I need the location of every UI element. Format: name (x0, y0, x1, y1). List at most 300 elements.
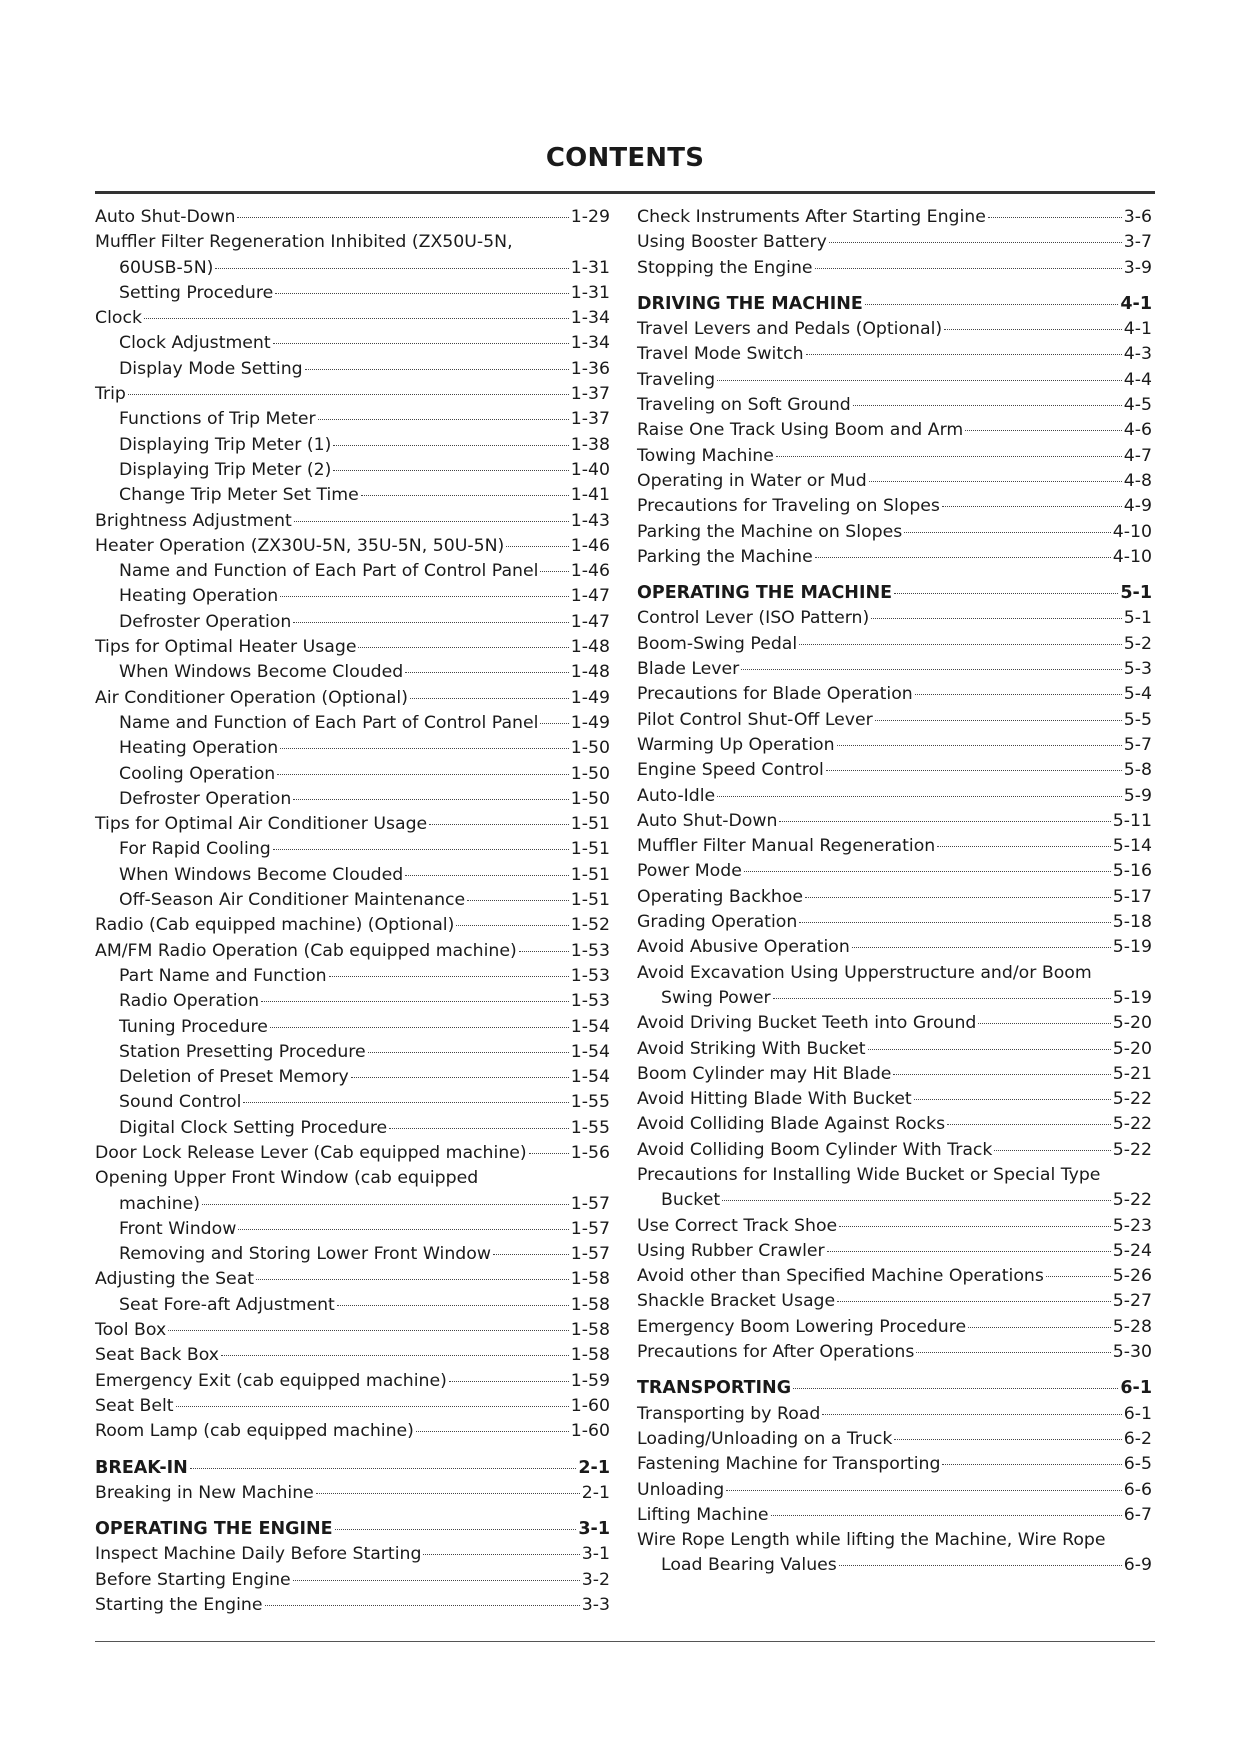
dot-leader (744, 871, 1111, 872)
toc-entry[interactable] (95, 584, 610, 609)
toc-entry-title: Warming Up Operation (637, 734, 835, 755)
toc-entry[interactable] (637, 1011, 1152, 1036)
toc-entry[interactable] (95, 534, 610, 559)
dot-leader (815, 557, 1111, 558)
toc-entry[interactable] (95, 1141, 610, 1166)
toc-entry-page: 1-51 (570, 890, 610, 911)
dot-leader (937, 846, 1111, 847)
toc-entry[interactable] (637, 758, 1152, 783)
toc-entry[interactable] (637, 444, 1152, 469)
toc-section-heading[interactable] (637, 292, 1152, 317)
toc-entry-page: 5-22 (1112, 1114, 1152, 1135)
toc-entry[interactable] (95, 686, 610, 711)
page-title: CONTENTS (545, 143, 705, 173)
dot-leader (275, 293, 569, 294)
dot-leader (273, 343, 569, 344)
toc-entry[interactable] (637, 205, 1152, 230)
toc-section-heading[interactable] (95, 1517, 610, 1542)
toc-entry-title: Using Booster Battery (637, 232, 827, 253)
toc-entry[interactable] (95, 837, 610, 862)
toc-entry-title: Operating Backhoe (637, 886, 804, 907)
toc-entry-title: Blade Lever (637, 659, 740, 680)
toc-entry-title: Precautions for After Operations (637, 1342, 915, 1363)
toc-entry[interactable] (95, 256, 610, 281)
toc-entry-page: 1-37 (570, 409, 610, 430)
toc-entry-page: 1-53 (570, 991, 610, 1012)
toc-entry-page: 1-38 (570, 434, 610, 455)
toc-entry-title: Check Instruments After Starting Engine (637, 207, 986, 227)
toc-entry[interactable] (637, 910, 1152, 935)
toc-entry-title: Setting Procedure (119, 282, 274, 303)
toc-entry[interactable] (637, 1062, 1152, 1087)
dot-leader (238, 1229, 568, 1230)
toc-entry-title: Use Correct Track Shoe (637, 1215, 838, 1236)
dot-leader (968, 1327, 1111, 1328)
toc-entry-page: 5-19 (1112, 937, 1152, 958)
toc-entry[interactable] (637, 606, 1152, 631)
toc-entry[interactable] (95, 1481, 610, 1506)
toc-entry[interactable] (637, 859, 1152, 884)
toc-entry-page: 6-6 (1123, 1479, 1152, 1500)
toc-entry-title: Digital Clock Setting Procedure (119, 1117, 388, 1138)
toc-entry-page: 4-3 (1123, 344, 1152, 365)
toc-entry-page: 5-8 (1123, 760, 1152, 781)
toc-entry-page: 5-2 (1123, 633, 1152, 654)
toc-entry-page: 1-49 (570, 687, 610, 708)
dot-leader (265, 1605, 580, 1606)
toc-entry[interactable] (637, 1138, 1152, 1163)
toc-entry[interactable] (95, 407, 610, 432)
dot-leader (293, 622, 568, 623)
toc-entry-title: Control Lever (ISO Pattern) (637, 608, 870, 629)
toc-entry[interactable] (637, 368, 1152, 393)
toc-entry[interactable] (637, 469, 1152, 494)
toc-entry[interactable] (637, 657, 1152, 682)
toc-entry-title: Defroster Operation (119, 788, 292, 809)
toc-entry-title: Name and Function of Each Part of Control Panel (119, 561, 539, 582)
toc-entry[interactable] (637, 418, 1152, 443)
toc-entry-title: Parking the Machine (637, 546, 813, 567)
toc-entry[interactable] (95, 1369, 610, 1394)
toc-entry-title: Avoid Colliding Boom Cylinder With Track (637, 1139, 993, 1160)
toc-entry[interactable] (637, 1528, 1152, 1553)
toc-entry-title: Seat Back Box (95, 1345, 220, 1366)
toc-entry-title: Front Window (119, 1218, 237, 1239)
toc-entry[interactable] (637, 935, 1152, 960)
dot-leader (942, 506, 1122, 507)
toc-entry-title: OPERATING THE MACHINE (637, 583, 893, 604)
toc-entry-page: 1-55 (570, 1117, 610, 1138)
toc-entry-title: Transporting by Road (637, 1403, 821, 1424)
toc-entry[interactable] (95, 357, 610, 382)
toc-entry[interactable] (95, 1116, 610, 1141)
toc-entry[interactable] (637, 1087, 1152, 1112)
toc-entry[interactable] (95, 888, 610, 913)
toc-entry-page: 3-3 (581, 1595, 610, 1616)
toc-entry-page: 5-4 (1123, 684, 1152, 705)
dot-leader (333, 470, 568, 471)
toc-entry-page: 5-23 (1112, 1215, 1152, 1236)
toc-section-heading[interactable] (95, 1456, 610, 1481)
toc-entry-title: Clock Adjustment (119, 333, 271, 354)
toc-entry-page: 4-7 (1123, 445, 1152, 466)
toc-entry-title: Raise One Track Using Boom and Arm (637, 420, 964, 441)
toc-entry-title: Off-Season Air Conditioner Maintenance (119, 890, 466, 911)
dot-leader (994, 1150, 1110, 1151)
toc-entry[interactable] (637, 632, 1152, 657)
toc-entry-page: 4-5 (1123, 395, 1152, 416)
dot-leader (717, 380, 1122, 381)
toc-entry[interactable] (95, 736, 610, 761)
toc-entry[interactable] (95, 913, 610, 938)
toc-entry[interactable] (95, 1318, 610, 1343)
toc-entry-title: Breaking in New Machine (95, 1482, 314, 1503)
toc-entry-page: 5-20 (1112, 1013, 1152, 1034)
toc-entry[interactable] (95, 1065, 610, 1090)
toc-entry-title: Tips for Optimal Heater Usage (95, 637, 357, 658)
toc-entry[interactable] (637, 520, 1152, 545)
toc-entry[interactable] (637, 784, 1152, 809)
toc-entry[interactable] (637, 1315, 1152, 1340)
toc-entry[interactable] (95, 1090, 610, 1115)
dot-leader (429, 824, 569, 825)
toc-entry-title: Heating Operation (119, 586, 279, 607)
toc-entry[interactable] (95, 1593, 610, 1618)
toc-entry[interactable] (95, 1040, 610, 1065)
toc-entry-title: Load Bearing Values (661, 1555, 837, 1576)
dot-leader (529, 1153, 569, 1154)
toc-entry[interactable] (637, 809, 1152, 834)
dot-leader (237, 217, 568, 218)
toc-entry-title: Precautions for Installing Wide Bucket or Special Type (637, 1164, 1101, 1185)
toc-entry-page: 5-27 (1112, 1291, 1152, 1312)
dot-leader (944, 329, 1122, 330)
toc-entry-title: Stopping the Engine (637, 257, 813, 278)
toc-entry-title: Swing Power (661, 987, 771, 1008)
toc-entry-title: Precautions for Blade Operation (637, 684, 913, 705)
toc-entry-page: 1-40 (570, 459, 610, 480)
toc-entry-title: Tool Box (95, 1320, 167, 1341)
dot-leader (805, 897, 1111, 898)
dot-leader (771, 1515, 1122, 1516)
toc-entry-title: Sound Control (119, 1092, 242, 1113)
toc-entry[interactable] (637, 1239, 1152, 1264)
toc-entry-title: Heating Operation (119, 738, 279, 759)
dot-leader (806, 354, 1122, 355)
toc-entry-title: Clock (95, 308, 142, 329)
toc-entry-title: Radio (Cab equipped machine) (Optional) (95, 915, 455, 936)
toc-entry-page: 1-59 (570, 1370, 610, 1391)
toc-entry-page: 4-4 (1123, 369, 1152, 390)
toc-entry[interactable] (637, 1112, 1152, 1137)
dot-leader (865, 304, 1119, 305)
toc-entry-page: 6-7 (1123, 1504, 1152, 1525)
toc-entry[interactable] (95, 1192, 610, 1217)
dot-leader (829, 242, 1122, 243)
toc-entry[interactable] (637, 393, 1152, 418)
toc-entry[interactable] (637, 342, 1152, 367)
toc-entry[interactable] (95, 1166, 610, 1191)
toc-entry-page: 4-1 (1120, 293, 1152, 314)
toc-entry-title: Display Mode Setting (119, 358, 303, 379)
toc-entry-title: Bucket (661, 1190, 721, 1211)
toc-entry-page: 4-10 (1112, 546, 1152, 567)
toc-entry[interactable] (95, 1568, 610, 1593)
toc-entry-page: 1-37 (570, 384, 610, 405)
dot-leader (815, 268, 1122, 269)
toc-entry-title: Adjusting the Seat (95, 1269, 255, 1290)
toc-entry-title: Heater Operation (ZX30U-5N, 35U-5N, 50U-5N) (95, 535, 505, 556)
dot-leader (293, 1580, 580, 1581)
toc-entry[interactable] (637, 986, 1152, 1011)
toc-entry-title: Avoid Striking With Bucket (637, 1038, 866, 1059)
toc-entry-title: Deletion of Preset Memory (119, 1067, 349, 1088)
toc-entry[interactable] (637, 682, 1152, 707)
toc-entry-page: 1-60 (570, 1395, 610, 1416)
toc-entry[interactable] (637, 230, 1152, 255)
toc-entry[interactable] (95, 989, 610, 1014)
toc-entry[interactable] (95, 762, 610, 787)
dot-leader (333, 445, 568, 446)
toc-entry[interactable] (95, 1419, 610, 1444)
toc-entry[interactable] (95, 1242, 610, 1267)
dot-leader (853, 405, 1122, 406)
dot-leader (493, 1254, 569, 1255)
dot-leader (261, 1001, 569, 1002)
dot-leader (519, 951, 569, 952)
dot-leader (416, 1431, 569, 1432)
toc-entry[interactable] (95, 509, 610, 534)
toc-entry-title: Removing and Storing Lower Front Window (119, 1244, 491, 1265)
toc-entry[interactable] (95, 635, 610, 660)
toc-section-heading[interactable] (637, 1376, 1152, 1401)
toc-entry[interactable] (95, 863, 610, 888)
toc-entry-title: Tips for Optimal Air Conditioner Usage (95, 814, 428, 835)
toc-entry[interactable] (637, 1163, 1152, 1188)
toc-entry-title: AM/FM Radio Operation (Cab equipped machine) (95, 940, 517, 961)
toc-entry-page: 1-41 (570, 485, 610, 506)
toc-entry[interactable] (95, 331, 610, 356)
toc-entry-page: 1-49 (570, 712, 610, 733)
toc-entry-title: BREAK-IN (95, 1457, 188, 1478)
dot-leader (270, 1027, 569, 1028)
toc-entry[interactable] (95, 281, 610, 306)
toc-entry-page: 1-51 (570, 864, 610, 885)
toc-entry[interactable] (637, 1427, 1152, 1452)
toc-entry[interactable] (95, 1217, 610, 1242)
toc-entry-page: 1-57 (570, 1244, 610, 1265)
toc-entry[interactable] (95, 306, 610, 331)
toc-entry-title: Shackle Bracket Usage (637, 1291, 836, 1312)
toc-entry[interactable] (637, 256, 1152, 281)
toc-entry-page: 1-52 (570, 915, 610, 936)
toc-entry[interactable] (637, 1340, 1152, 1365)
toc-entry-page: 5-11 (1112, 810, 1152, 831)
toc-entry-title: Traveling (637, 369, 716, 390)
toc-entry[interactable] (95, 610, 610, 635)
toc-entry[interactable] (637, 1188, 1152, 1213)
dot-leader (988, 217, 1122, 218)
dot-leader (904, 532, 1111, 533)
toc-entry[interactable] (95, 483, 610, 508)
dot-leader (914, 1099, 1111, 1100)
dot-leader (280, 596, 569, 597)
dot-leader (293, 799, 568, 800)
toc-entry-title: Room Lamp (cab equipped machine) (95, 1421, 414, 1442)
toc-entry[interactable] (637, 961, 1152, 986)
toc-entry-title: Before Starting Engine (95, 1569, 291, 1590)
toc-entry[interactable] (637, 494, 1152, 519)
toc-entry-title: Displaying Trip Meter (2) (119, 459, 332, 480)
toc-entry-title: Seat Belt (95, 1395, 174, 1416)
toc-entry-title: Traveling on Soft Ground (637, 395, 851, 416)
toc-entry-page: 5-28 (1112, 1316, 1152, 1337)
toc-entry-page: 5-5 (1123, 709, 1152, 730)
toc-entry-title: Precautions for Traveling on Slopes (637, 496, 940, 517)
dot-leader (467, 900, 569, 901)
dot-leader (449, 1381, 569, 1382)
toc-entry-title: Auto Shut-Down (637, 810, 778, 831)
toc-entry[interactable] (95, 230, 610, 255)
toc-entry-title: Lifting Machine (637, 1504, 769, 1525)
toc-entry-page: 4-9 (1123, 496, 1152, 517)
toc-entry-page: 3-2 (581, 1569, 610, 1590)
toc-entry-title: Wire Rope Length while lifting the Machine, Wire Rope (637, 1530, 1106, 1551)
toc-entry[interactable] (95, 964, 610, 989)
toc-entry-page: 5-18 (1112, 912, 1152, 933)
toc-entry-page: 4-1 (1123, 319, 1152, 340)
toc-entry-page: 6-1 (1120, 1378, 1152, 1399)
toc-entry[interactable] (637, 1478, 1152, 1503)
dot-leader (965, 430, 1122, 431)
toc-entry[interactable] (637, 733, 1152, 758)
dot-leader (799, 644, 1122, 645)
toc-entry[interactable] (95, 660, 610, 685)
toc-entry[interactable] (637, 545, 1152, 570)
dot-leader (837, 1301, 1111, 1302)
toc-entry[interactable] (95, 1293, 610, 1318)
toc-entry-page: 1-34 (570, 308, 610, 329)
toc-entry[interactable] (95, 1343, 610, 1368)
toc-section-heading[interactable] (637, 581, 1152, 606)
dot-leader (827, 1251, 1111, 1252)
toc-entry-title: Auto-Idle (637, 785, 716, 806)
toc-entry-page: 1-58 (570, 1269, 610, 1290)
toc-entry[interactable] (95, 205, 610, 230)
toc-entry[interactable] (637, 1289, 1152, 1314)
toc-entry[interactable] (95, 1394, 610, 1419)
toc-entry-page: 1-47 (570, 611, 610, 632)
dot-leader (839, 1226, 1111, 1227)
toc-entry-page: 3-1 (581, 1544, 610, 1565)
toc-entry[interactable] (95, 1542, 610, 1567)
dot-leader (894, 1439, 1121, 1440)
toc-entry-page: 1-50 (570, 763, 610, 784)
toc-entry-page: 5-16 (1112, 861, 1152, 882)
toc-entry[interactable] (637, 1553, 1152, 1578)
toc-entry[interactable] (637, 1402, 1152, 1427)
dot-leader (978, 1023, 1110, 1024)
toc-entry-title: Avoid Colliding Blade Against Rocks (637, 1114, 946, 1135)
toc-entry-title: Change Trip Meter Set Time (119, 485, 359, 506)
toc-entry-page: 5-3 (1123, 659, 1152, 680)
toc-entry-page: 5-9 (1123, 785, 1152, 806)
toc-entry-title: Operating in Water or Mud (637, 470, 867, 491)
toc-entry-title: Avoid Excavation Using Upperstructure and/or Boom (637, 962, 1092, 983)
toc-entry-title: Defroster Operation (119, 611, 292, 632)
dot-leader (128, 394, 569, 395)
toc-entry-title: Grading Operation (637, 912, 798, 933)
toc-entry[interactable] (637, 885, 1152, 910)
toc-entry[interactable] (637, 708, 1152, 733)
toc-entry-title: Avoid Abusive Operation (637, 937, 850, 958)
toc-entry-page: 1-55 (570, 1092, 610, 1113)
toc-entry-title: Avoid Hitting Blade With Bucket (637, 1089, 912, 1110)
toc-entry-page: 6-2 (1123, 1428, 1152, 1449)
toc-entry-title: Cooling Operation (119, 763, 276, 784)
toc-entry-title: Muffler Filter Manual Regeneration (637, 836, 936, 857)
dot-leader (423, 1554, 579, 1555)
toc-entry-page: 5-30 (1112, 1342, 1152, 1363)
toc-column-right (637, 205, 1152, 1579)
toc-entry[interactable] (637, 1037, 1152, 1062)
toc-entry-page: 5-22 (1112, 1139, 1152, 1160)
dot-leader (915, 694, 1122, 695)
toc-entry[interactable] (95, 433, 610, 458)
toc-entry-page: 1-51 (570, 839, 610, 860)
toc-entry[interactable] (637, 1264, 1152, 1289)
toc-entry[interactable] (637, 1214, 1152, 1239)
toc-entry-title: Power Mode (637, 861, 742, 882)
toc-entry-page: 3-7 (1123, 232, 1152, 253)
toc-entry[interactable] (95, 1267, 610, 1292)
toc-entry[interactable] (637, 1503, 1152, 1528)
toc-entry-page: 5-1 (1123, 608, 1152, 629)
toc-entry[interactable] (95, 559, 610, 584)
toc-entry[interactable] (95, 711, 610, 736)
dot-leader (176, 1406, 569, 1407)
dot-leader (202, 1204, 569, 1205)
dot-leader (144, 318, 569, 319)
toc-entry-page: 1-48 (570, 637, 610, 658)
dot-leader (405, 672, 569, 673)
toc-entry-title: Loading/Unloading on a Truck (637, 1428, 893, 1449)
toc-entry[interactable] (637, 834, 1152, 859)
toc-entry-title: Avoid other than Specified Machine Operations (637, 1266, 1044, 1287)
toc-entry[interactable] (95, 1015, 610, 1040)
dot-leader (361, 495, 569, 496)
toc-entry-title: Travel Mode Switch (637, 344, 804, 365)
toc-entry[interactable] (95, 939, 610, 964)
toc-entry[interactable] (95, 787, 610, 812)
toc-entry-title: Using Rubber Crawler (637, 1240, 825, 1261)
toc-entry-page: 1-58 (570, 1294, 610, 1315)
dot-leader (894, 593, 1118, 594)
toc-entry-title: Pilot Control Shut-Off Lever (637, 709, 873, 730)
toc-entry-page: 1-46 (570, 535, 610, 556)
toc-entry[interactable] (95, 458, 610, 483)
toc-entry[interactable] (95, 812, 610, 837)
dot-leader (335, 1529, 577, 1530)
toc-entry-page: 1-54 (570, 1067, 610, 1088)
toc-entry-page: 1-46 (570, 561, 610, 582)
toc-entry[interactable] (637, 317, 1152, 342)
toc-entry[interactable] (95, 382, 610, 407)
toc-entry[interactable] (637, 1452, 1152, 1477)
toc-entry-page: 2-1 (578, 1457, 610, 1478)
dot-leader (726, 1490, 1122, 1491)
toc-entry-title: Fastening Machine for Transporting (637, 1454, 941, 1475)
